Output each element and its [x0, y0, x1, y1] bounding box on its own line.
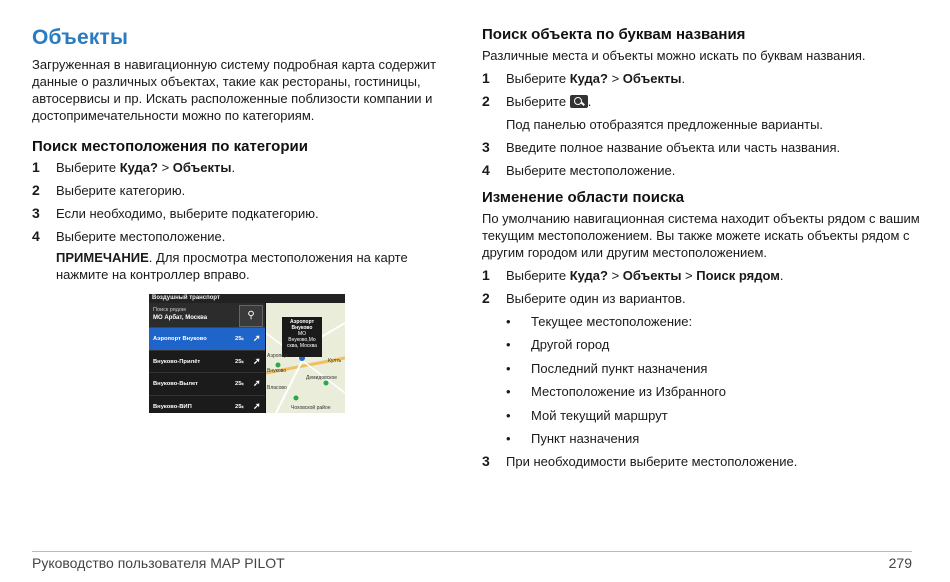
step-number: 4 — [32, 228, 40, 244]
footer-text: Руководство пользователя MAP PILOT — [32, 555, 285, 571]
direction-arrow-icon: ➚ — [253, 400, 261, 411]
search-icon: ⚲ — [239, 305, 263, 327]
step-number: 1 — [32, 159, 40, 175]
step-2 — [482, 93, 922, 110]
step-3 — [32, 205, 457, 222]
step-text: Введите полное название объекта или часть названия. — [506, 140, 841, 155]
step-number: 1 — [482, 70, 490, 86]
map-label: Чоховской район — [291, 405, 331, 411]
direction-arrow-icon: ➚ — [253, 333, 261, 343]
step-number: 2 — [482, 290, 490, 306]
page-footer — [32, 551, 912, 571]
bullet: • — [506, 337, 511, 353]
section-title-by-name: Поиск объекта по буквам названия — [482, 26, 746, 43]
search-near-panel — [149, 303, 265, 328]
page-number: 279 — [888, 555, 912, 571]
note-label: ПРИМЕЧАНИЕ — [56, 250, 149, 265]
step-3 — [482, 139, 922, 156]
step-3 — [482, 453, 922, 470]
step-number: 3 — [482, 139, 490, 155]
section-title-category: Поиск местоположения по категории — [32, 138, 308, 155]
step-text: Если необходимо, выберите подкатегорию. — [56, 206, 319, 221]
step-number: 3 — [482, 453, 490, 470]
map-label: Власово — [267, 385, 287, 391]
map-label: Демидовское — [306, 375, 338, 381]
step-text: Выберите Куда? > Объекты. — [506, 71, 686, 86]
screenshot-title: Воздушный транспорт — [149, 294, 345, 303]
step-1 — [482, 70, 922, 87]
list-item: Внуково-Прилёт 25ₖ ➚ — [149, 351, 265, 374]
bullet: • — [506, 360, 511, 376]
bullet: • — [506, 407, 511, 423]
results-list — [149, 303, 265, 413]
direction-arrow-icon: ➚ — [253, 378, 261, 388]
step-number: 3 — [32, 205, 40, 221]
list-item: • Другой город — [506, 337, 610, 353]
left-column — [32, 26, 457, 283]
list-item: • Местоположение из Избранного — [506, 384, 726, 400]
map-preview — [266, 303, 345, 413]
page-title: Объекты — [32, 26, 129, 49]
map-label: Аэропорт — [267, 353, 290, 359]
step-text: Выберите Куда? > Объекты. — [56, 160, 236, 175]
list-item: Внуково-ВИП 25ₖ ➚ — [149, 396, 265, 414]
list-item: • Мой текущий маршрут — [506, 407, 668, 423]
step-4 — [32, 228, 457, 245]
list-item: Аэропорт Внуково 25ₖ ➚ — [149, 328, 265, 351]
bullet: • — [506, 314, 511, 329]
note — [56, 249, 457, 283]
step-text: Выберите местоположение. — [506, 163, 676, 178]
step-1 — [32, 159, 457, 176]
bullet: • — [506, 384, 511, 400]
step-number: 2 — [482, 93, 490, 109]
section-title-search-area: Изменение области поиска — [482, 189, 685, 206]
step-1 — [482, 267, 922, 284]
list-item: • Текущее местоположение: — [506, 314, 693, 329]
step-number: 2 — [32, 182, 40, 198]
search-icon — [570, 95, 588, 108]
list-item: • Пункт назначения — [506, 430, 640, 446]
section1-intro: Различные места и объекты можно искать по буквам названия. — [482, 48, 866, 63]
direction-arrow-icon: ➚ — [253, 355, 261, 366]
step-4 — [482, 162, 922, 179]
step-text: Выберите категорию. — [56, 183, 186, 198]
list-item: Внуково-Вылет 25ₖ ➚ — [149, 373, 265, 396]
map-label: Култь — [328, 358, 342, 364]
step-number: 1 — [482, 267, 490, 283]
search-near-label: Поиск рядом — [153, 307, 186, 313]
step-text: При необходимости выберите местоположение. — [506, 454, 798, 470]
bullet: • — [506, 430, 511, 446]
step-2-result: Под панелью отобразятся предложенные варианты. — [506, 117, 824, 132]
step-text: Выберите . — [506, 94, 592, 109]
section2-intro: По умолчанию навигационная система находит объекты рядом с вашим текущим местоположением. Вы также можете искать объекты рядом с другим городом или другим местоположением. — [482, 211, 920, 260]
intro-paragraph: Загруженная в навигационную систему подробная карта содержит данные о различных объектах, такие как рестораны, гостиницы, автосервисы и пр. Искать расположенные поблизости компании и достопримечательности можно по категориям. — [32, 57, 437, 123]
step-2 — [482, 290, 922, 307]
step-number: 4 — [482, 162, 490, 178]
map-popup: Аэропорт Внуково МО Внуково,Мо сква, Москва — [282, 317, 322, 357]
step-text: Выберите один из вариантов. — [506, 291, 686, 306]
step-text: Выберите Куда? > Объекты > Поиск рядом. — [506, 268, 784, 283]
right-column — [482, 26, 922, 476]
step-2 — [32, 182, 457, 199]
device-screenshot — [149, 294, 345, 413]
search-near-value: МО Арбат, Москва — [153, 315, 208, 321]
map-label: Внуково — [267, 368, 287, 374]
step-text: Выберите местоположение. — [56, 229, 226, 244]
list-item: • Последний пункт назначения — [506, 360, 708, 376]
note-text: . Для просмотра местоположения на карте нажмите на контроллер вправо. — [56, 250, 408, 282]
